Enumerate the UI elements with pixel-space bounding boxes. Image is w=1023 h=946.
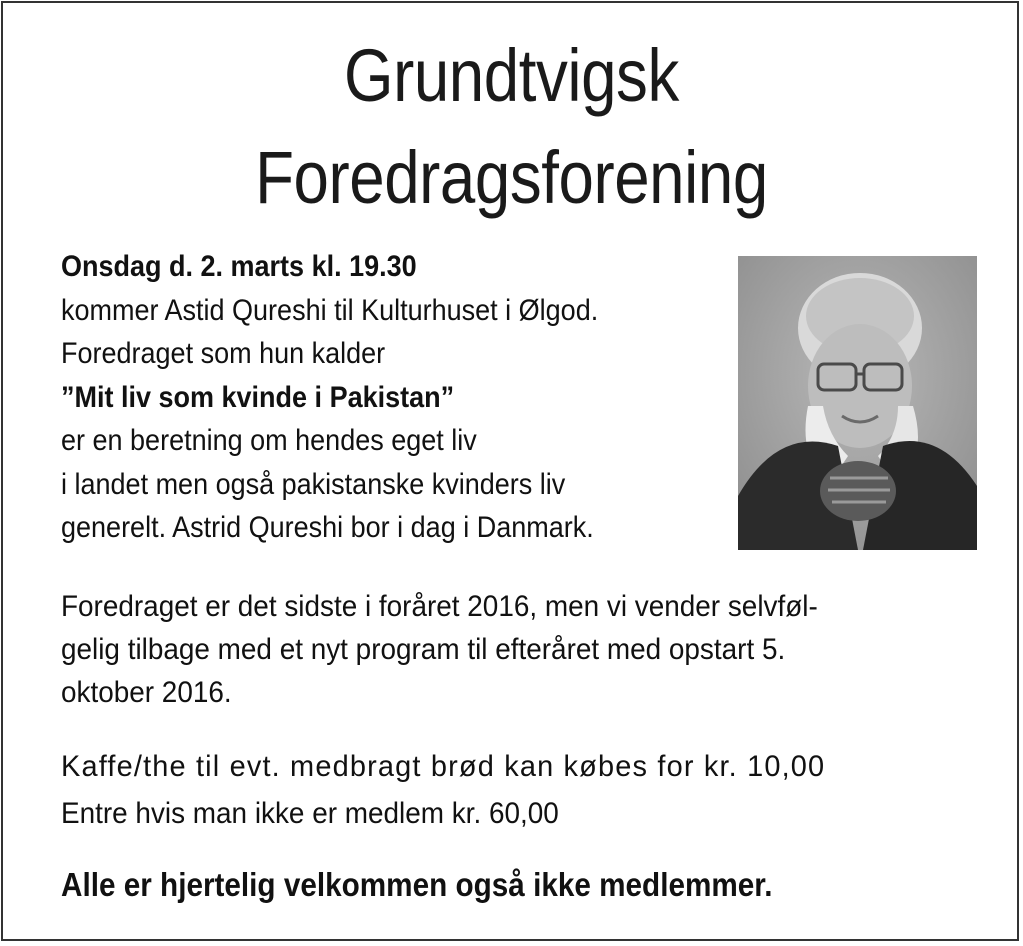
entry-price: Entre hvis man ikke er medlem kr. 60,00 (61, 797, 559, 830)
intro-line-3: Foredraget som hun kalder (61, 337, 386, 370)
intro-line-7: generelt. Astrid Qureshi bor i dag i Danmark. (61, 511, 594, 544)
season-paragraph (61, 585, 971, 714)
event-date: Onsdag d. 2. marts kl. 19.30 (61, 250, 417, 283)
intro-paragraph (61, 245, 741, 550)
closing-text: Alle er hjertelig velkommen også ikke medlemmer. (61, 866, 773, 903)
intro-line-5: er en beretning om hendes eget liv (61, 424, 477, 457)
intro-line-2: kommer Astid Qureshi til Kulturhuset i Ølgod. (61, 293, 599, 327)
intro-line-6: i landet men også pakistanske kvinders liv (61, 467, 566, 501)
season-line-2: gelig tilbage med et nyt program til efteråret med opstart 5. (61, 633, 786, 666)
season-line-1: Foredraget er det sidste i foråret 2016, men vi vender selvføl- (61, 590, 818, 623)
closing-line (61, 862, 971, 908)
title-line-1: Grundtvigsk (344, 34, 679, 117)
speaker-photo (738, 256, 977, 550)
coffee-price: Kaffe/the til evt. medbragt brød kan købes for kr. 10,00 (61, 750, 826, 783)
prices-paragraph (61, 743, 971, 837)
talk-title: ”Mit liv som kvinde i Pakistan” (61, 380, 455, 414)
title-line-2: Foredragsforening (255, 136, 768, 219)
speaker-portrait-image (738, 256, 977, 550)
season-line-3: oktober 2016. (61, 676, 232, 709)
